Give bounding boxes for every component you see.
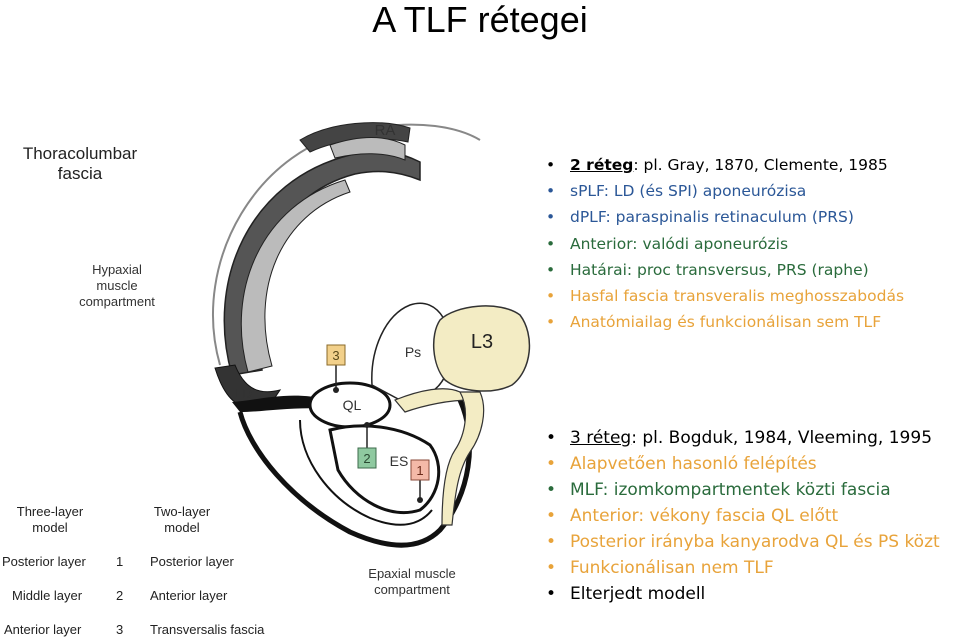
two-layer-item: • Anterior: valódi aponeurózis xyxy=(538,231,904,257)
two-layer-item: • Határai: proc transversus, PRS (raphe) xyxy=(538,257,904,283)
two-layer-heading-bold: 2 réteg xyxy=(570,156,634,174)
two-layer-heading xyxy=(538,152,904,178)
three-layer-heading-bold: 3 réteg xyxy=(570,428,632,448)
three-layer-item: • MLF: izomkompartmentek közti fascia xyxy=(538,477,940,503)
page-title: A TLF rétegei xyxy=(372,0,588,40)
legend-three-row-2: Middle layer xyxy=(12,588,83,603)
epaxial-label: Epaxial muscle compartment xyxy=(368,566,456,597)
two-layer-item: • dPLF: paraspinalis retinaculum (PRS) xyxy=(538,204,904,230)
three-layer-item: • Funkcionálisan nem TLF xyxy=(538,555,940,581)
legend-two-row-3: Transversalis fascia xyxy=(150,622,265,637)
three-layer-header: Three-layer model xyxy=(16,504,84,535)
legend-num-row-3: 3 xyxy=(116,622,124,637)
two-layer-header: Two-layer model xyxy=(153,504,211,535)
three-layer-heading xyxy=(538,425,940,451)
marker-1-label: 1 xyxy=(416,463,424,478)
ra-label: RA xyxy=(374,122,396,139)
legend-two-row-2: Anterior layer xyxy=(150,588,228,603)
thoracolumbar-fascia-label: Thoracolumbar fascia xyxy=(22,144,138,183)
ql-label: QL xyxy=(342,397,362,413)
three-layer-heading-rest: : pl. Bogduk, 1984, Vleeming, 1995 xyxy=(631,428,933,448)
legend-num-row-2: 2 xyxy=(116,588,124,603)
legend-num-row-1: 1 xyxy=(116,554,124,569)
marker-3-label: 3 xyxy=(332,348,340,363)
ld-label: LD xyxy=(234,385,252,401)
legend-three-row-3: Anterior layer xyxy=(4,622,82,637)
es-label: ES xyxy=(389,453,409,469)
l3-label: L3 xyxy=(470,331,494,353)
two-layer-item: • Anatómiailag és funkcionálisan sem TLF xyxy=(538,309,904,335)
three-layer-item: • Elterjedt modell xyxy=(538,581,940,607)
two-layer-heading-rest: : pl. Gray, 1870, Clemente, 1985 xyxy=(633,156,888,174)
three-layer-item: • Anterior: vékony fascia QL előtt xyxy=(538,503,940,529)
three-layer-points xyxy=(538,425,940,607)
legend-two-row-1: Posterior layer xyxy=(150,554,234,569)
legend-three-row-1: Posterior layer xyxy=(2,554,86,569)
three-layer-item: • Alapvetően hasonló felépítés xyxy=(538,451,940,477)
three-layer-item: • Posterior irányba kanyarodva QL és PS közt xyxy=(538,529,940,555)
marker-2-label: 2 xyxy=(363,451,371,466)
two-layer-item: • Hasfal fascia transveralis meghosszabodás xyxy=(538,283,904,309)
hypaxial-label: Hypaxial muscle compartment xyxy=(79,262,155,309)
ps-label: Ps xyxy=(404,344,422,360)
two-layer-points xyxy=(538,152,904,335)
two-layer-item: • sPLF: LD (és SPI) aponeurózisa xyxy=(538,178,904,204)
